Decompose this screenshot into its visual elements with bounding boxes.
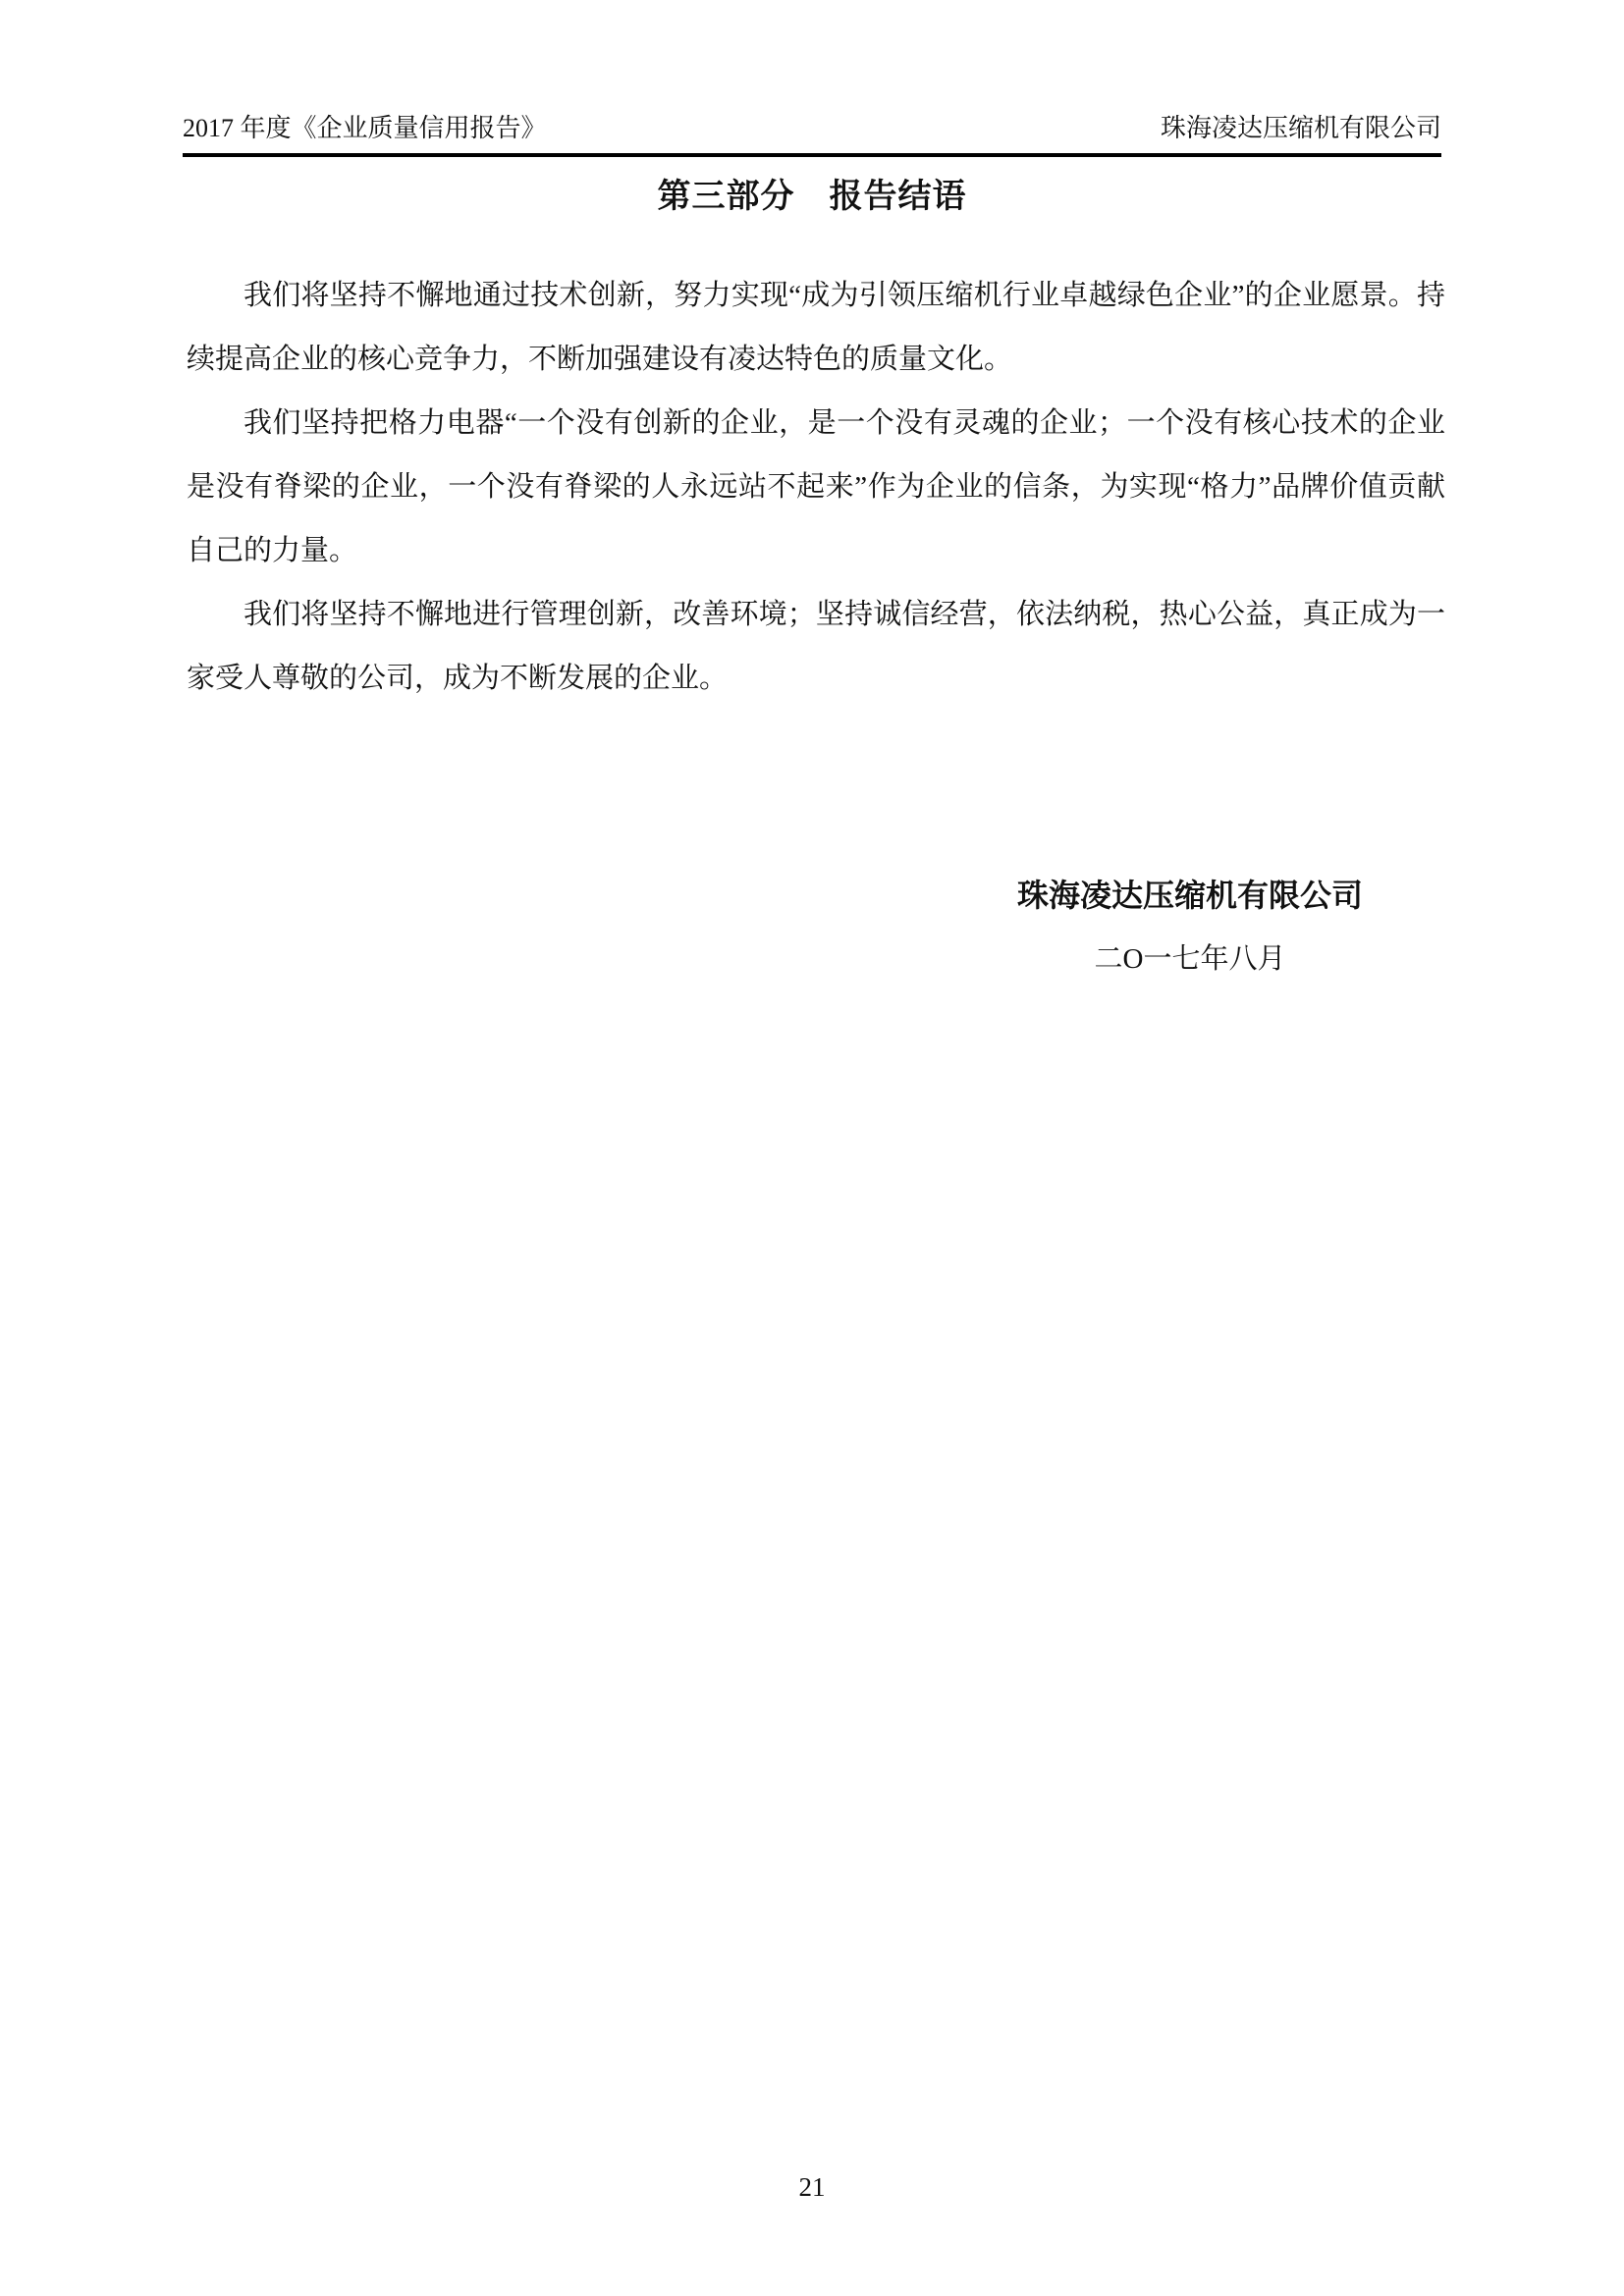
body-paragraph: 我们将坚持不懈地通过技术创新，努力实现“成为引领压缩机行业卓越绿色企业”的企业愿景。持续提高企业的核心竞争力，不断加强建设有凌达特色的质量文化。 <box>187 280 1445 375</box>
header-report-title: 2017 年度《企业质量信用报告》 <box>183 114 547 142</box>
header-company-name: 珠海凌达压缩机有限公司 <box>1160 114 1441 142</box>
page-header <box>183 112 1441 145</box>
section-title: 第三部分 报告结语 <box>657 179 967 215</box>
signature-block <box>1013 864 1367 991</box>
body-paragraph: 我们坚持把格力电器“一个没有创新的企业，是一个没有灵魂的企业；一个没有核心技术的企业是没有脊梁的企业，一个没有脊梁的人永远站不起来”作为企业的信条，为实现“格力”品牌价值贡献自己的力量。 <box>187 407 1445 566</box>
signature-company: 珠海凌达压缩机有限公司 <box>1016 878 1363 913</box>
page-number: 21 <box>798 2172 826 2202</box>
signature-date: 二O一七年八月 <box>1094 943 1286 975</box>
body-text <box>187 264 1445 711</box>
body-paragraph: 我们将坚持不懈地进行管理创新，改善环境；坚持诚信经营，依法纳税，热心公益，真正成为一家受人尊敬的公司，成为不断发展的企业。 <box>187 599 1445 694</box>
header-rule <box>183 153 1441 157</box>
